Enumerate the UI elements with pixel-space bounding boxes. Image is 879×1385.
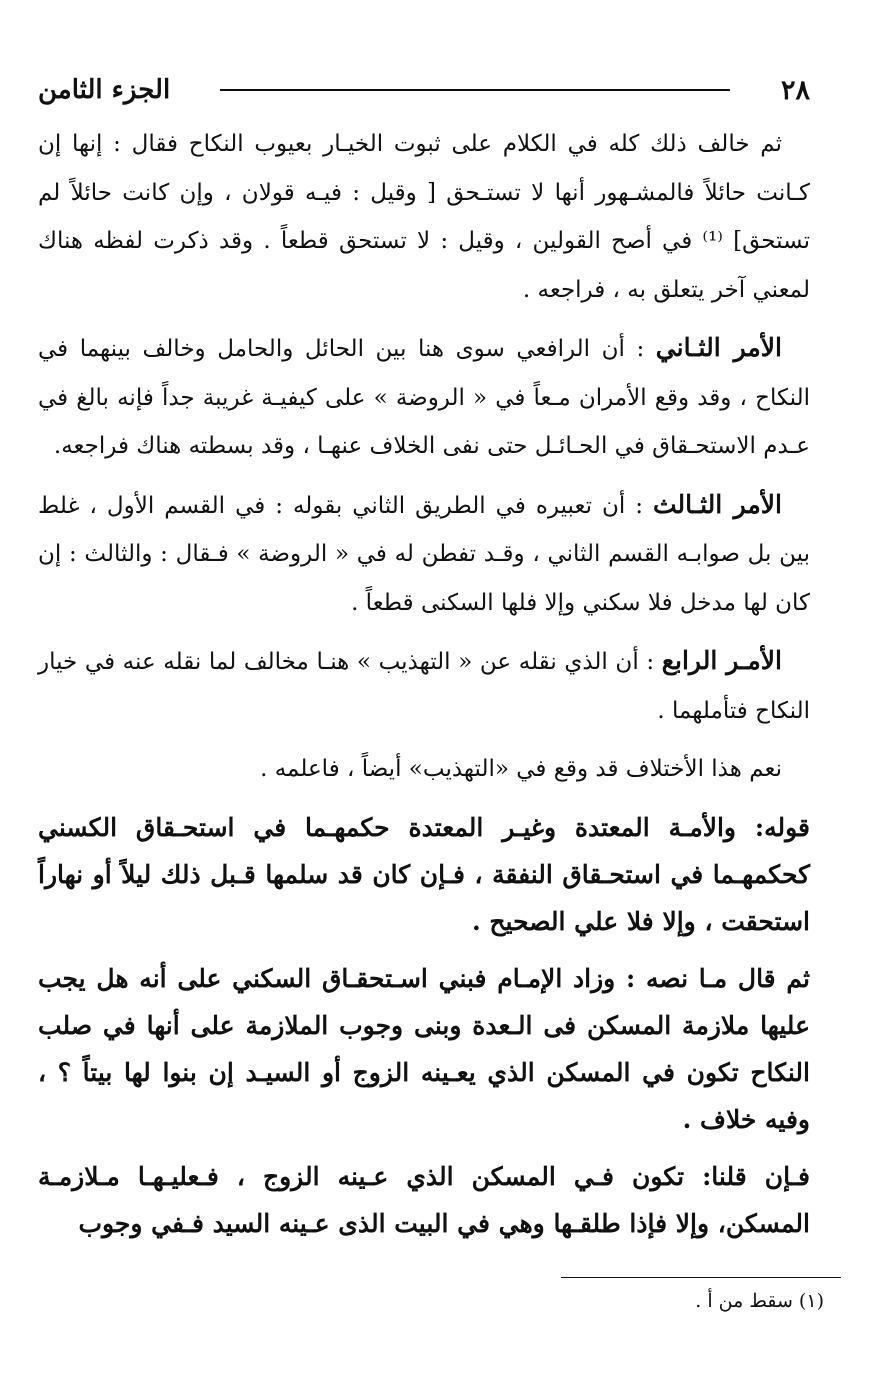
paragraph-6 bbox=[38, 804, 810, 945]
paragraph-text: ثم خالف ذلك كله في الكلام على ثبوت الخيـار بعيوب النكاح فقال : إنها إن كـانت حائلاً فالمشـهور أنها لا تستـحق [ وقيل : فيـه قولان ، وإن كانت حائلاً لم تستحق] ⁽¹⁾ في أصح القولين ، وقيل : لا تستحق قطعاً . وقد ذكرت لفظه هناك لمعني آخر يتعلق به ، فراجعه . bbox=[38, 131, 810, 303]
paragraph-text: : أن الرافعي سوى هنا بين الحائل والحامل وخالف بينهما في النكاح ، وقد وقع الأمران مـعاً في « الروضة » على كيفيـة غريبة جداً فإنه بالغ في عـدم الاستحـقاق في الحـائـل حتى نفى الخلاف عنهـا ، وقد بسطته هناك فراجعه. bbox=[38, 336, 810, 459]
paragraph-1 bbox=[38, 120, 810, 314]
paragraph-lead: الأمر الثـاني bbox=[655, 333, 782, 362]
footnote: (١) سقط من أ . bbox=[695, 1290, 824, 1312]
paragraph-4 bbox=[38, 637, 810, 735]
paragraph-2 bbox=[38, 324, 810, 471]
page bbox=[38, 60, 810, 1247]
paragraph-7 bbox=[38, 955, 810, 1143]
paragraph-3 bbox=[38, 481, 810, 628]
paragraph-8 bbox=[38, 1153, 810, 1247]
header-rule bbox=[220, 89, 730, 91]
paragraph-text: قوله: والأمـة المعتدة وغيـر المعتدة حكمهـما في استحـقاق الكسني كحكمهـما في استحـقاق النفقة ، فـإن كان قد سلمها قـبل ذلك ليلاً أو نهاراً استحقت ، وإلا فلا علي الصحيح . bbox=[38, 812, 810, 936]
running-title: الجزء الثامن bbox=[38, 75, 171, 105]
paragraph-text: : أن الذي نقله عن « التهذيب » هنـا مخالف لما نقله عنه في خيار النكاح فتأملهما . bbox=[38, 649, 810, 724]
paragraph-text: : أن تعبيره في الطريق الثاني بقوله : في القسم الأول ، غلط بين بل صوابـه القسم الثاني ، وقـد تفطن له في « الروضة » فـقال : والثالث : إن كان لها مدخل فلا سكني وإلا فلها السكنى قطعاً . bbox=[38, 492, 810, 616]
footnote-rule bbox=[561, 1277, 841, 1278]
paragraph-lead: الأمر الثـالث bbox=[653, 489, 782, 519]
paragraph-5 bbox=[38, 745, 810, 794]
page-number: ٢٨ bbox=[780, 74, 810, 106]
paragraph-text: فـإن قلنا: تكون فـي المسكن الذي عـينه الزوج ، فـعليـهـا مـلازمـة المسكن، وإلا فإذا طلقـها وهي في البيت الذى عـينه السيد فـفي وجوب bbox=[38, 1161, 810, 1238]
paragraph-lead: الأمـر الرابع bbox=[661, 646, 782, 675]
paragraph-text: نعم هذا الأختلاف قد وقع في «التهذيب» أيضاً ، فاعلمه . bbox=[260, 756, 782, 782]
page-header bbox=[38, 60, 810, 120]
paragraph-text: ثم قال مـا نصه : وزاد الإمـام فبني اسـتحقـاق السكني على أنه هل يجب عليها ملازمة المسكن فى الـعدة وبنى وجوب الملازمة على أنها في صلب النكاح تكون في المسكن الذي يعـينه الزوج أو السيـد إن بنوا لها بيتاً ؟ ، وفيه خلاف . bbox=[38, 963, 810, 1134]
